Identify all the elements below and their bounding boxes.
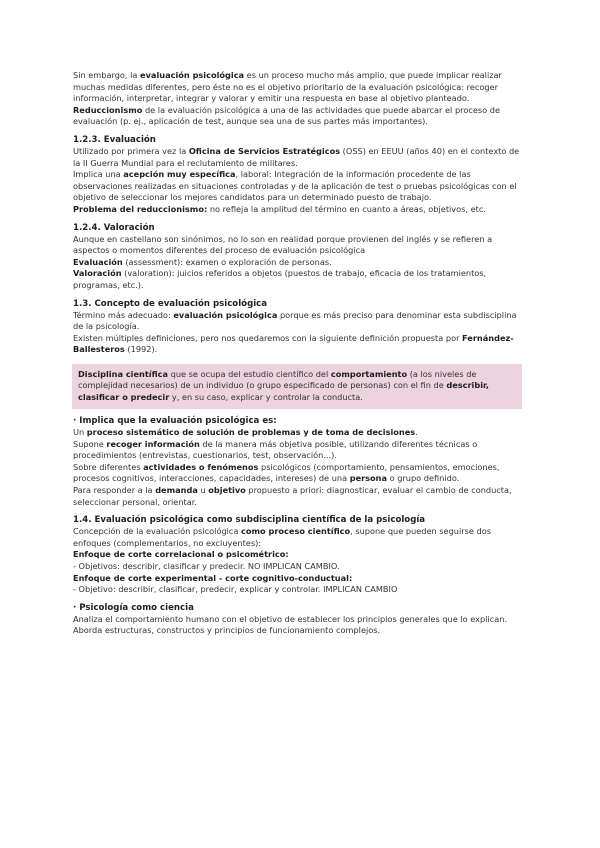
bold-text: Enfoque de corte experimental - corte cognitivo-conductual:: [73, 572, 353, 583]
bold-text: Fernández-Ballesteros: [73, 332, 514, 355]
enfoque-experimental: [73, 573, 523, 585]
text: psicológicos (comportamiento, pensamientos, emociones, procesos cognitivos, interacciones, capacidades, intereses) de una: [73, 461, 500, 484]
text: Utilizado por primera vez la: [73, 145, 189, 156]
text: (assessment): examen o exploración de personas.: [122, 256, 332, 267]
text: que se ocupa del estudio científico del: [168, 368, 331, 379]
bold-text: describir, clasificar o predecir: [78, 380, 489, 402]
text: propuesto a priori: diagnosticar, evaluar el cambio de conducta, seleccionar personal, orientar.: [73, 485, 512, 507]
text: u: [197, 485, 209, 496]
text: y, en su caso, explicar y controlar la conducta.: [169, 391, 363, 402]
paragraph: [73, 257, 523, 269]
text: , supone que pueden seguirse dos enfoques (complementarios, no excluyentes):: [73, 526, 492, 548]
bold-text: demanda: [155, 485, 198, 496]
text: .: [415, 427, 418, 438]
text: (valoration): juicios referidos a objetos (puestos de trabajo, eficacia de los tratamientos, programas, etc.).: [73, 268, 487, 290]
bold-text: Enfoque de corte correlacional o psicométrico:: [73, 549, 289, 560]
text: de la evaluación psicológica a una de las actividades que puede abarcar el proceso de evaluación (p. ej., aplicación de test, aunque sea una de sus partes más importantes).: [73, 104, 500, 127]
bold-text: actividades o fenómenos: [143, 461, 259, 472]
document-page: [73, 70, 523, 637]
bold-text: objetivo: [208, 485, 246, 496]
bold-text: proceso sistemático de solución de problemas y de toma de decisiones: [86, 427, 416, 438]
bold-text: Disciplina científica: [78, 368, 169, 379]
text: Un: [73, 427, 87, 438]
paragraph: [73, 268, 523, 291]
text: Supone: [73, 438, 107, 449]
paragraph: [73, 427, 523, 439]
bold-text: como proceso científico: [241, 526, 351, 537]
text: Sin embargo, la: [73, 70, 141, 80]
text: Implica una: [73, 169, 124, 180]
bold-text: evaluación psicológica: [173, 309, 278, 320]
paragraph-intro: [73, 70, 523, 105]
bold-text: acepción muy específica: [123, 169, 236, 180]
bold-text: recoger información: [106, 438, 200, 449]
text: Existen múltiples definiciones, pero nos quedaremos con la siguiente definición propuesta por: [73, 332, 463, 343]
text: porque es más preciso para denominar esta subdisciplina de la psicología.: [73, 309, 517, 332]
section-heading-implica: · Implica que la evaluación psicológica es:: [73, 416, 277, 427]
text: de la manera más objetiva posible, utilizando diferentes técnicas o procedimientos (entrevistas, cuestionarios, test, observación...).: [73, 438, 478, 461]
paragraph: [73, 146, 523, 169]
bold-text: persona: [349, 473, 388, 484]
paragraph: [73, 526, 523, 549]
text: Concepción de la evaluación psicológica: [73, 526, 242, 537]
paragraph: Aborda estructuras, constructos y principios de funcionamiento complejos.: [73, 625, 381, 636]
enfoque-correlacional: [73, 549, 523, 561]
bold-text: comportamiento: [330, 368, 408, 379]
text: o grupo definido.: [387, 473, 460, 484]
enfoque-experimental-detail: - Objetivo: describir, clasificar, predecir, explicar y controlar. IMPLICAN CAMBIO: [73, 584, 398, 595]
section-heading-evaluacion: 1.2.3. Evaluación: [73, 134, 156, 145]
bold-text: Valoración: [73, 268, 122, 279]
bold-text: Reduccionismo: [73, 104, 143, 115]
enfoque-correlacional-detail: - Objetivos: describir, clasificar y predecir. NO IMPLICAN CAMBIO.: [73, 561, 340, 572]
paragraph: [73, 485, 523, 508]
definition-callout: [72, 364, 522, 409]
paragraph: [73, 439, 523, 462]
paragraph: Analiza el comportamiento humano con el objetivo de establecer los principios generales que lo explican.: [73, 613, 508, 624]
section-heading-ciencia: · Psicología como ciencia: [73, 602, 194, 613]
paragraph: [73, 310, 523, 333]
section-heading-subdisciplina: 1.4. Evaluación psicológica como subdisciplina científica de la psicología: [73, 515, 426, 526]
paragraph-reduccionismo: [73, 105, 523, 128]
definition-text: [78, 369, 516, 403]
section-heading-valoracion: 1.2.4. Valoración: [73, 222, 155, 233]
text: , laboral: Integración de la información procedente de las observaciones realizadas en situaciones controladas y de la aplicación de test o pruebas psicológicas con el objetivo de seleccionar los mejores candidatos para un determinado puesto de trabajo.: [73, 169, 517, 203]
bold-text: evaluación psicológica: [140, 70, 245, 80]
bold-text: Evaluación: [73, 256, 123, 267]
bold-text: Oficina de Servicios Estratégicos: [188, 145, 341, 156]
text: es un proceso mucho más amplio, que puede implicar realizar muchas medidas diferentes, pero éste no es el objetivo prioritario de la evaluación psicológica: recoger información, interpretar, integrar y valorar y emitir una respuesta en base al objetivo planteado.: [73, 70, 502, 104]
text: (OSS) en EEUU (años 40) en el contexto de la II Guerra Mundial para el reclutamiento de militares.: [73, 145, 520, 168]
paragraph: [73, 462, 523, 485]
paragraph: [73, 333, 523, 356]
paragraph: [73, 204, 523, 216]
paragraph: Aunque en castellano son sinónimos, no lo son en realidad porque provienen del inglés y se refieren a aspectos o momentos diferentes del proceso de evaluación psicológica: [73, 233, 493, 256]
text: Término más adecuado:: [73, 309, 174, 320]
text: no refleja la amplitud del término en cuanto a áreas, objetivos, etc.: [207, 203, 486, 214]
text: (a los niveles de complejidad necesarios) de un individuo (o grupo especificado de personas) con el fin de: [78, 368, 477, 391]
section-heading-concepto: 1.3. Concepto de evaluación psicológica: [73, 298, 268, 309]
paragraph: [73, 169, 523, 204]
text: Para responder a la: [73, 485, 156, 496]
text: Sobre diferentes: [73, 461, 144, 472]
bold-text: Problema del reduccionismo:: [73, 203, 208, 214]
text: (1992).: [124, 344, 158, 355]
